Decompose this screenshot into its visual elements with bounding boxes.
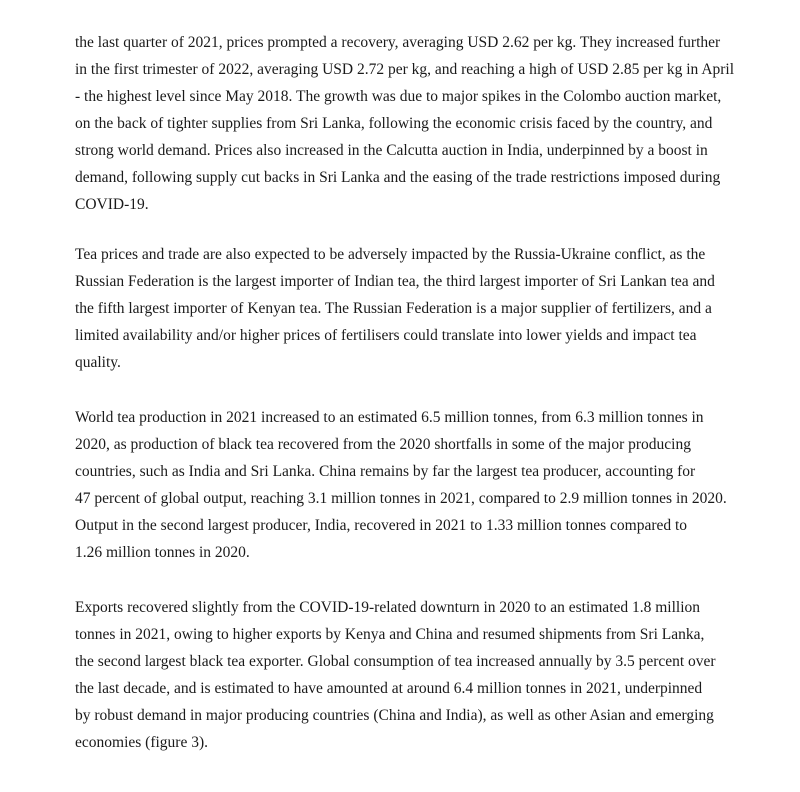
text-line: Tea prices and trade are also expected to be adversely impacted by the Russia-Ukraine conflict, as the: [75, 246, 706, 263]
text-line: demand, following supply cut backs in Sri Lanka and the easing of the trade restrictions imposed during: [75, 169, 721, 186]
text-line: countries, such as India and Sri Lanka. China remains by far the largest tea producer, accounting for: [75, 463, 696, 480]
text-line: - the highest level since May 2018. The growth was due to major spikes in the Colombo auction market,: [75, 88, 722, 105]
text-line: 1.26 million tonnes in 2020.: [75, 544, 250, 561]
text-line: Output in the second largest producer, India, recovered in 2021 to 1.33 million tonnes compared to: [75, 517, 688, 534]
text-line: limited availability and/or higher prices of fertilisers could translate into lower yields and impact tea: [75, 327, 697, 344]
paragraph-world-tea-production: [75, 404, 726, 566]
text-line: COVID-19.: [75, 196, 149, 213]
text-line: on the back of tighter supplies from Sri Lanka, following the economic crisis faced by the country, and: [75, 115, 713, 132]
text-line: the last decade, and is estimated to have amounted at around 6.4 million tonnes in 2021, underpinned: [75, 680, 703, 697]
text-line: economies (figure 3).: [75, 734, 208, 751]
paragraph-exports-consumption: [75, 594, 726, 756]
text-line: the last quarter of 2021, prices prompted a recovery, averaging USD 2.62 per kg. They increased further: [75, 34, 721, 51]
text-line: by robust demand in major producing countries (China and India), as well as other Asian and emerging: [75, 707, 714, 724]
text-line: the fifth largest importer of Kenyan tea. The Russian Federation is a major supplier of fertilizers, and a: [75, 300, 712, 317]
text-line: 47 percent of global output, reaching 3.1 million tonnes in 2021, compared to 2.9 million tonnes in 2020.: [75, 490, 727, 507]
paragraph-russia-ukraine-impact: [75, 241, 726, 376]
text-line: tonnes in 2021, owing to higher exports by Kenya and China and resumed shipments from Sri Lanka,: [75, 626, 705, 643]
text-line: strong world demand. Prices also increased in the Calcutta auction in India, underpinned by a boost in: [75, 142, 708, 159]
paragraph-tea-prices-recovery: [75, 29, 735, 218]
text-line: the second largest black tea exporter. Global consumption of tea increased annually by 3.5 percent over: [75, 653, 716, 670]
text-line: Exports recovered slightly from the COVID-19-related downturn in 2020 to an estimated 1.8 million: [75, 599, 701, 616]
text-line: 2020, as production of black tea recovered from the 2020 shortfalls in some of the major producing: [75, 436, 691, 453]
text-line: quality.: [75, 354, 121, 371]
text-line: World tea production in 2021 increased to an estimated 6.5 million tonnes, from 6.3 million tonnes in: [75, 409, 704, 426]
text-line: Russian Federation is the largest importer of Indian tea, the third largest importer of Sri Lankan tea and: [75, 273, 715, 290]
text-line: in the first trimester of 2022, averaging USD 2.72 per kg, and reaching a high of USD 2.85 per kg in April: [75, 61, 735, 78]
